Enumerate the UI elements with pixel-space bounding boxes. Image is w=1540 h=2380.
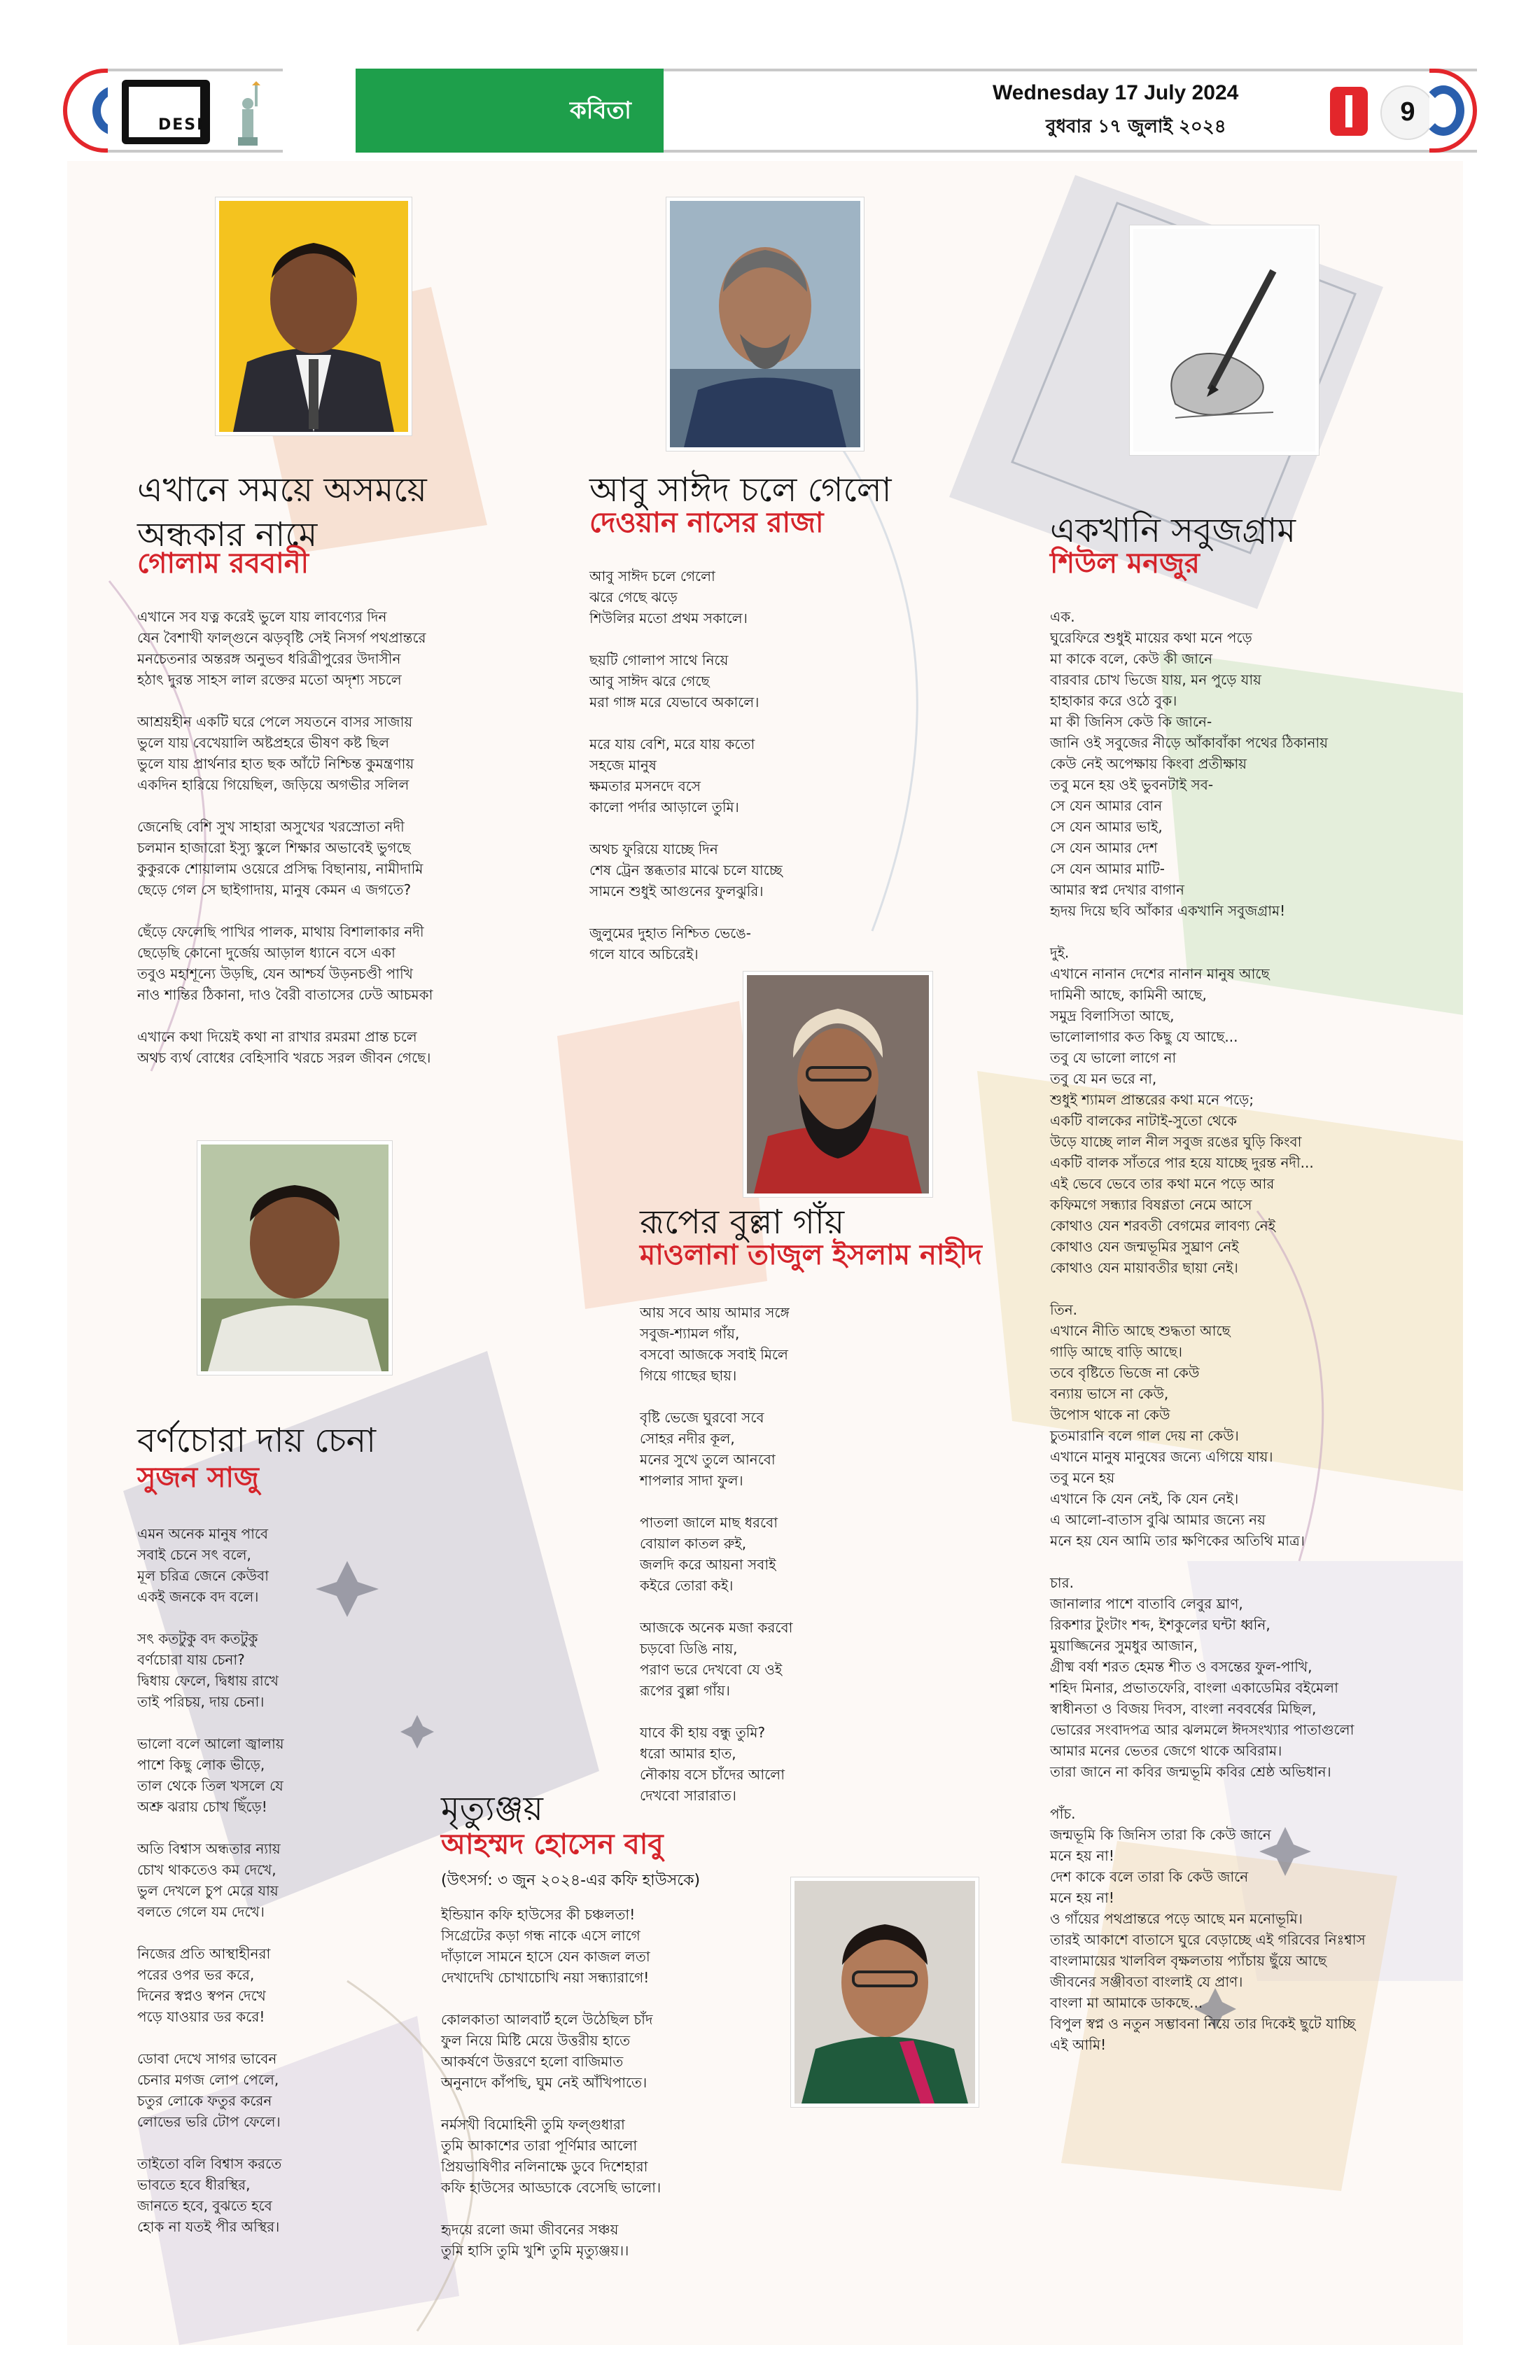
poem-line: চুতমারানি বলে গাল দেয় না কেউ।	[1050, 1427, 1239, 1444]
poem-line: হৃদয়ে রলো জমা জীবনের সঞ্চয়	[441, 2221, 619, 2238]
stanza-break	[589, 902, 783, 923]
poem-line: জানি ওই সবুজের নীড়ে আঁকাবাঁকা পথের ঠিকানায়	[1050, 734, 1329, 751]
stanza-break	[589, 629, 783, 650]
poem-line: মনে হয় যেন আমি তার ক্ষণিকের অতিথি মাত্র।	[1050, 1532, 1305, 1549]
poem-line: সোহর নদীর কূল,	[640, 1430, 735, 1447]
date-english: Wednesday 17 July 2024	[993, 81, 1239, 104]
poem-dedication: (উৎসর্গ: ৩ জুন ২০২৪-এর কফি হাউসকে)	[441, 1872, 701, 1889]
poem-line: মা কী জিনিস কেউ কি জানে-	[1050, 713, 1212, 730]
poem-line: ভোরের সংবাদপত্র আর ঝলমলে ঈদসংখ্যার পাতাগুলো	[1050, 1721, 1354, 1738]
poem-line: গিয়ে গাছের ছায়।	[640, 1367, 737, 1384]
poem-body	[640, 1302, 792, 1806]
poem-line: কেউ নেই অপেক্ষায় কিংবা প্রতীক্ষায়	[1050, 755, 1247, 772]
poem-line: তবু যে ভালো লাগে না	[1050, 1049, 1177, 1066]
poem-line: একটি বালক সাঁতরে পার হয়ে যাচ্ছে দুরন্ত নদী...	[1050, 1154, 1314, 1171]
poem-line: চেনার মগজ লোপ পেলে,	[137, 2071, 279, 2088]
poem-line: অশ্রু ঝরায় চোখ ছিঁড়ে!	[137, 1798, 267, 1815]
poem-line: দেখবো সারারাত।	[640, 1787, 736, 1804]
poem-line: বাংলা মা আমাকে ডাকছে...	[1050, 1994, 1203, 2011]
poem-line: নৌকায় বসে চাঁদের আলো	[640, 1766, 785, 1783]
poem-line: অথচ ফুরিয়ে যাচ্ছে দিন	[589, 841, 718, 858]
stanza-break	[137, 1817, 284, 1838]
poem-line: মনে হয় না!	[1050, 1889, 1114, 1906]
poem-line: ছেঁড়ে ফেলেছি পাখির পালক, মাথায় বিশালাকার নদী	[137, 923, 424, 940]
poem-title	[137, 468, 427, 557]
poem-line: গ্রীষ্ম বর্ষা শরত হেমন্ত শীত ও বসন্তের ফুল-পাখি,	[1050, 1658, 1312, 1675]
poem-line: তবে বৃষ্টিতে ভিজে না কেউ	[1050, 1364, 1200, 1381]
poem-line: যাবে কী হায় বন্ধু তুমি?	[640, 1724, 766, 1741]
poem-line: ভালোলাগার কত কিছু যে আছে...	[1050, 1028, 1238, 1045]
poem-line: বন্যায় ভাসে না কেউ,	[1050, 1385, 1169, 1402]
poem-line: তবু মনে হয়	[1050, 1469, 1115, 1486]
poem-author: দেওয়ান নাসের রাজা	[589, 507, 824, 539]
poem-line: ছেড়েছি কোনো দুর্জেয় আড়াল ধ্যানে বসে একা	[137, 944, 396, 961]
poem-line: মনে হয় না!	[1050, 1847, 1114, 1864]
poem-line: ক্ষমতার মসনদে বসে	[589, 778, 701, 794]
stanza-break	[137, 900, 433, 921]
poem-line: চড়বো ডিঙি নায়,	[640, 1640, 738, 1657]
poem-line: জানালার পাশে বাতাবি লেবুর ঘ্রাণ,	[1050, 1595, 1243, 1612]
poem-title-line: একখানি সবুজগ্রাম	[1050, 511, 1296, 550]
poem-line: চোখ থাকতেও কম দেখে,	[137, 1861, 276, 1878]
poem-line: সামনে শুধুই আগুনের ফুলঝুরি।	[589, 883, 764, 899]
poem-line: পাতলা জালে মাছ ধরবো	[640, 1514, 778, 1531]
stanza-break	[137, 795, 433, 816]
stanza-break	[1050, 1551, 1366, 1572]
poem-title	[441, 1786, 543, 1831]
poem-line: রিকশার টুংটাং শব্দ, ইশকুলের ঘন্টা ধ্বনি,	[1050, 1616, 1270, 1633]
poem-line: সমুদ্র বিলাসিতা আছে,	[1050, 1007, 1175, 1024]
poem-title-line: রূপের বুল্লা গাঁয়	[640, 1203, 845, 1242]
poem-line: মা কাকে বলে, কেউ কী জানে	[1050, 650, 1213, 667]
poem-line: দেখাদেখি চোখাচোখি নয়া সন্ধ্যারাগে!	[441, 1969, 650, 1986]
poem-line: তবুও মহাশূন্যে উড়ছি, যেন আশ্চর্য উড়নচণ্ডী পাখি	[137, 965, 413, 982]
stanza-break	[441, 1988, 661, 2009]
poem-line: তুমি আকাশের তারা পূর্ণিমার আলো	[441, 2137, 638, 2154]
poem-line: বিপুল স্বপ্ন ও নতুন সম্ভাবনা নিয়ে তার দিকেই ছুটে যাচ্ছি	[1050, 2015, 1356, 2032]
poem-line: এখানে সব যত্ন করেই ভুলে যায় লাবণ্যের দিন	[137, 608, 387, 625]
poem-line: তাইতো বলি বিশ্বাস করতে	[137, 2155, 282, 2172]
stanza-break	[640, 1491, 792, 1512]
poem-line: শহিদ মিনার, প্রভাতফেরি, বাংলা একাডেমির বইমেলা	[1050, 1679, 1338, 1696]
poem-body	[441, 1904, 661, 2261]
poem-line: শিউলির মতো প্রথম সকালে।	[589, 610, 748, 626]
poem-line: দুই.	[1050, 944, 1070, 961]
poem-author: মাওলানা তাজুল ইসলাম নাহীদ	[640, 1239, 982, 1271]
poem-line: পাঁচ.	[1050, 1805, 1076, 1822]
poem-line: এখানে কথা দিয়েই কথা না রাখার রমরমা প্রান্ত চলে	[137, 1028, 417, 1045]
poem-line: ভুল দেখলে চুপ মেরে যায়	[137, 1882, 279, 1899]
logo-text: DESH	[158, 116, 211, 134]
poem-line: বসবো আজকে সবাই মিলে	[640, 1346, 788, 1363]
poem-line: কালো পর্দার আড়ালে তুমি।	[589, 799, 739, 816]
poem-line: নিজের প্রতি আস্থাহীনরা	[137, 1945, 271, 1962]
poem-line: ভুলে যায় প্রার্থনার হাত ছক আঁটে নিশ্চিন্ত কুমন্ত্রণায়	[137, 755, 414, 772]
poem-line: কোথাও যেন জন্মভূমির সুঘ্রাণ নেই	[1050, 1238, 1239, 1255]
poem-line: ও গাঁয়ের পথপ্রান্তরে পড়ে আছে মন মনোভূমি।	[1050, 1910, 1303, 1927]
poem-body	[589, 566, 783, 965]
poem-line: ফুল নিয়ে মিষ্টি মেয়ে উত্তরীয় হাতে	[441, 2032, 631, 2049]
poem-line: যেন বৈশাখী ফাল্গুনে ঝড়বৃষ্টি সেই নিসর্গ পথপ্রান্তরে	[137, 629, 426, 646]
stanza-break	[1050, 1278, 1366, 1299]
stanza-break	[137, 1922, 284, 1943]
poem-author: আহম্মদ হোসেন বাবু	[441, 1828, 664, 1861]
poem-line: দাঁড়ালে সামনে হাসে যেন কাজল লতা	[441, 1948, 650, 1965]
stanza-break	[137, 2027, 284, 2048]
poem-line: গাড়ি আছে বাড়ি আছে।	[1050, 1343, 1183, 1360]
poem-line: তবু যে মন ভরে না,	[1050, 1070, 1157, 1087]
poem-line: ইন্ডিয়ান কফি হাউসের কী চঞ্চলতা!	[441, 1906, 636, 1923]
poem-line: কুকুরকে শোয়ালাম ওয়েরে প্রসিদ্ধ বিছানায়, নামীদামি	[137, 860, 424, 877]
poem-line: হাহাকার করে ওঠে বুক।	[1050, 692, 1177, 709]
section-title: কবিতা	[570, 97, 631, 125]
poem-line: শাপলার সাদা ফুল।	[640, 1472, 743, 1489]
poem-line: কফি হাউসের আড্ডাকে বেসেছি ভালো।	[441, 2179, 662, 2196]
logo	[108, 69, 283, 153]
poem-line: গলে যাবে অচিরেই।	[589, 946, 699, 962]
poem-line: হোক না যতই পীর অস্থির।	[137, 2218, 280, 2235]
poem-line: সে যেন আমার দেশ	[1050, 839, 1158, 856]
poem-line: এখানে নানান দেশের নানান মানুষ আছে	[1050, 965, 1270, 982]
poem-line: ছেড়ে গেল সে ছাইগাদায়, মানুষ কেমন এ জগতে?	[137, 881, 412, 898]
poem-line: কোথাও যেন মায়াবতীর ছায়া নেই।	[1050, 1259, 1238, 1276]
poem-line: সে যেন আমার মাটি-	[1050, 860, 1165, 877]
poem-line: ধরো আমার হাত,	[640, 1745, 736, 1762]
page-number: 9	[1380, 85, 1435, 140]
poem-line: একই জনকে বদ বলে।	[137, 1588, 259, 1605]
poem-line: কোলকাতা আলবার্ট হলে উঠেছিল চাঁদ	[441, 2011, 653, 2028]
stanza-break	[441, 2093, 661, 2114]
section-banner	[356, 69, 664, 153]
author-photo-tajul-islam-nahid	[743, 972, 932, 1197]
poem-line: দিনের স্বপ্নও স্বপন দেখে	[137, 1987, 266, 2004]
poem-line: তাল থেকে তিল খসলে যে	[137, 1777, 284, 1794]
poem-author: শিউল মনজুর	[1050, 547, 1200, 580]
poem-title-line: মৃত্যুঞ্জয়	[441, 1789, 543, 1828]
poem-line: বোয়াল কাতল রুই,	[640, 1535, 747, 1552]
poem-line: আকর্ষণে উত্তরণে হলো বাজিমাত	[441, 2053, 624, 2070]
poem-line: সবাই চেনে সৎ বলে,	[137, 1546, 251, 1563]
poem-line: এমন অনেক মানুষ পাবে	[137, 1525, 269, 1542]
stanza-break	[137, 1607, 284, 1628]
poem-line: সিগ্রেটের কড়া গন্ধ নাকে এসে লাগে	[441, 1927, 640, 1944]
poem-line: একদিন হারিয়ে গিয়েছিল, জড়িয়ে অগভীর সলিল	[137, 776, 410, 793]
poem-line: প্রিয়ভাষিণীর নলিনাক্ষে ডুবে দিশেহারা	[441, 2158, 648, 2175]
poem-line: পড়ে যাওয়ার ডর করে!	[137, 2008, 265, 2025]
poem-line: শুধুই শ্যামল প্রান্তরের কথা মনে পড়ে;	[1050, 1091, 1254, 1108]
poem-line: এ আলো-বাতাস বুঝি আমার জন্যে নয়	[1050, 1511, 1266, 1528]
author-photo-golam-rabbani	[216, 197, 412, 435]
poem-line: অথচ ব্যর্থ বোধের বেহিসাবি খরচে সরল জীবন গেছে।	[137, 1049, 431, 1066]
poem-body	[1050, 606, 1366, 2055]
poem-line: সবুজ-শ্যামল গাঁয়,	[640, 1325, 740, 1342]
poem-line: তারই আকাশে বাতাসে ঘুরে বেড়াচ্ছে এই গরিবের নিঃশ্বাস	[1050, 1931, 1366, 1948]
poem-line: আমার স্বপ্ন দেখার বাগান	[1050, 881, 1184, 898]
poem-line: সে যেন আমার বোন	[1050, 797, 1163, 814]
poem-line: আশ্রয়হীন একটি ঘরে পেলে সযতনে বাসর সাজায়	[137, 713, 413, 730]
poem-line: কোথাও যেন শরবতী বেগমের লাবণ্য নেই	[1050, 1217, 1276, 1234]
poem-title-line: বর্ণচোরা দায় চেনা	[137, 1421, 377, 1460]
poem-line: একটি বালকের নাটাই-সুতো থেকে	[1050, 1112, 1237, 1129]
poem-line: মনের সুখে তুলে আনবো	[640, 1451, 776, 1468]
poem-line: লোভের ভরি টোপ ফেলে।	[137, 2113, 281, 2130]
poem-line: এক.	[1050, 608, 1075, 625]
poem-author: গোলাম রববানী	[137, 547, 309, 580]
poem-line: কফিমগে সন্ধ্যার বিষণ্ণতা নেমে আসে	[1050, 1196, 1252, 1213]
stanza-break	[137, 1005, 433, 1026]
poem-line: দামিনী আছে, কামিনী আছে,	[1050, 986, 1207, 1003]
stanza-break	[441, 2198, 661, 2219]
poem-line: নর্মসখী বিমোহিনী তুমি ফল্গুধারা	[441, 2116, 625, 2133]
poem-line: মরে যায় বেশি, মরে যায় কতো	[589, 736, 755, 752]
poem-line: হৃদয় দিয়ে ছবি আঁকার একখানি সবুজগ্রাম!	[1050, 902, 1286, 919]
poem-line: এই ভেবে ভেবে তার কথা মনে পড়ে আর	[1050, 1175, 1275, 1192]
poem-line: সহজে মানুষ	[589, 757, 657, 774]
poem-line: ঘুরেফিরে শুধুই মায়ের কথা মনে পড়ে	[1050, 629, 1252, 646]
date-area	[664, 69, 1315, 153]
poem-body	[137, 606, 433, 1068]
poem-line: ভুলে যায় বেখেয়ালি অষ্টপ্রহরে ভীষণ কষ্ট ছিল	[137, 734, 389, 751]
stanza-break	[1050, 1782, 1366, 1803]
stanza-break	[640, 1596, 792, 1617]
poem-line: হঠাৎ দুরন্ত সাহস লাল রক্তের মতো অদৃশ্য সচলে	[137, 671, 402, 688]
poem-line: আজকে অনেক মজা করবো	[640, 1619, 793, 1636]
page-header	[63, 69, 1477, 153]
poem-line: নাও শান্তির ঠিকানা, দাও বৈরী বাতাসের ঢেউ আচমকা	[137, 986, 433, 1003]
stanza-break	[137, 690, 433, 711]
poem-line: জেনেছি বেশি সুখ সাহারা অসুখের খরস্রোতা নদী	[137, 818, 405, 835]
poem-line: জীবনের সঞ্জীবতা বাংলাই যে প্রাণ।	[1050, 1973, 1243, 1990]
date-bangla: বুধবার ১৭ জুলাই ২০২৪	[1046, 116, 1226, 137]
poem-line: এখানে কি যেন নেই, কি যেন নেই।	[1050, 1490, 1239, 1507]
stanza-break	[640, 1386, 792, 1407]
poem-line: জন্মভূমি কি জিনিস তারা কি কেউ জানে	[1050, 1826, 1271, 1843]
poem-line: পরাণ ভরে দেখবো যে ওই	[640, 1661, 783, 1678]
poem-line: উড়ে যাচ্ছে লাল নীল সবুজ রঙের ঘুড়ি কিংবা	[1050, 1133, 1302, 1150]
poem-line: ডোবা দেখে সাগর ভাবেন	[137, 2050, 277, 2067]
poem-line: এখানে নীতি আছে শুদ্ধতা আছে	[1050, 1322, 1231, 1339]
stanza-break	[589, 818, 783, 839]
poem-line: চলমান হাজারো ইস্যু স্কুলে শিক্ষার অভাবেই ভুগছে	[137, 839, 411, 856]
poem-line: চার.	[1050, 1574, 1074, 1591]
author-photo-ahmed-hossain-babu	[791, 1877, 979, 2107]
liberty-statue-icon	[227, 81, 269, 146]
poem-line: আবু সাঈদ ঝরে গেছে	[589, 673, 710, 690]
poem-line: অনুনাদে কাঁপছি, ঘুম নেই আঁখিপাতে।	[441, 2074, 648, 2091]
poem-line: দ্বিধায় ফেলে, দ্বিধায় রাখে	[137, 1672, 279, 1689]
poem-line: আমার মনের ভেতর জেগে থাকে অবিরাম।	[1050, 1742, 1282, 1759]
poem-line: আয় সবে আয় আমার সঙ্গে	[640, 1304, 790, 1321]
poem-line: বৃষ্টি ভেজে ঘুরবো সবে	[640, 1409, 764, 1426]
poem-line: মুয়াজ্জিনের সুমধুর আজান,	[1050, 1637, 1198, 1654]
poem-line: জুলুমের দুহাত নিশ্চিত ভেঙে-	[589, 925, 752, 941]
poem-line: তিন.	[1050, 1301, 1078, 1318]
poem-author: সুজন সাজু	[137, 1462, 259, 1494]
poem-line: বারবার চোখ ভিজে যায়, মন পুড়ে যায়	[1050, 671, 1261, 688]
poem-line: তাই পরিচয়, দায় চেনা।	[137, 1693, 265, 1710]
poem-line: মরা গাঙ্গ মরে যেভাবে অকালে।	[589, 694, 760, 710]
pause-icon	[1330, 87, 1368, 136]
stanza-break	[1050, 921, 1366, 942]
poem-line: এই আমি!	[1050, 2036, 1107, 2053]
poem-line: বর্ণচোরা যায় চেনা?	[137, 1651, 245, 1668]
stanza-break	[137, 1712, 284, 1733]
poem-line: চতুর লোকে ফতুর করেন	[137, 2092, 272, 2109]
poem-line: অতি বিশ্বাস অন্ধতার ন্যায়	[137, 1840, 281, 1857]
poem-line: পাশে কিছু লোক ভীড়ে,	[137, 1756, 265, 1773]
poem-line: ভালো বলে আলো জ্বালায়	[137, 1735, 284, 1752]
poem-title-line: অন্ধকার নামে	[137, 515, 318, 554]
poem-line: মনচেতনার অন্তরঙ্গ অনুভব ধরিত্রীপুরের উদাসীন	[137, 650, 401, 667]
poem-title-line: আবু সাঈদ চলে গেলো	[589, 470, 892, 510]
poem-line: জলদি করে আয়না সবাই	[640, 1556, 776, 1573]
logo-mark	[122, 80, 210, 144]
stanza-break	[137, 2132, 284, 2153]
poem-title	[137, 1418, 376, 1463]
poem-line: দেশ কাকে বলে তারা কি কেউ জানে	[1050, 1868, 1249, 1885]
poem-line: তবু মনে হয় ওই ভুবনটাই সব-	[1050, 776, 1214, 793]
poem-body	[137, 1523, 284, 2237]
poem-line: বলতে গেলে যম দেখে।	[137, 1903, 265, 1920]
poem-line: ঝরে গেছে ঝড়ে	[589, 589, 678, 606]
poem-line: শেষ ট্রেন স্তব্ধতার মাঝে চলে যাচ্ছে	[589, 862, 783, 878]
poem-line: সে যেন আমার ভাই,	[1050, 818, 1163, 835]
poem-line: সৎ কতটুকু বদ কতটুকু	[137, 1630, 258, 1647]
poem-line: জানতে হবে, বুঝতে হবে	[137, 2197, 272, 2214]
poem-line: বাংলামায়ের খালবিল বৃক্ষলতায় প্যাঁচায় ছুঁয়ে আছে	[1050, 1952, 1327, 1969]
poem-title-line: এখানে সময়ে অসময়ে	[137, 470, 427, 510]
poem-line: তারা জানে না কবির জন্মভূমি কবির শ্রেষ্ঠ অভিধান।	[1050, 1763, 1331, 1780]
poem-line: উপোস থাকে না কেউ	[1050, 1406, 1170, 1423]
poem-line: রূপের বুল্লা গাঁয়।	[640, 1682, 730, 1699]
poem-line: ছয়টি গোলাপ সাথে নিয়ে	[589, 652, 729, 668]
poem-line: পরের ওপর ভর করে,	[137, 1966, 255, 1983]
stanza-break	[640, 1701, 792, 1722]
poem-line: তুমি হাসি তুমি খুশি তুমি মৃত্যুঞ্জয়।।	[441, 2242, 629, 2259]
poem-line: কইরে তোরা কই।	[640, 1577, 734, 1594]
poem-line: ভাবতে হবে ধীরস্থির,	[137, 2176, 251, 2193]
stanza-break	[589, 713, 783, 734]
author-photo-dewan-naser-raja	[666, 197, 864, 451]
poem-line: এখানে মানুষ মানুষের জন্যে এগিয়ে যায়।	[1050, 1448, 1273, 1465]
pen-hand-icon	[1133, 229, 1315, 451]
poem-line: মূল চরিত্র জেনে কেউবা	[137, 1567, 269, 1584]
author-photo-sujon-saju	[197, 1141, 392, 1375]
pen-hand-illustration	[1130, 225, 1319, 455]
poem-line: আবু সাঈদ চলে গেলো	[589, 568, 715, 584]
poem-line: স্বাধীনতা ও বিজয় দিবস, বাংলা নববর্ষের মিছিল,	[1050, 1700, 1317, 1717]
